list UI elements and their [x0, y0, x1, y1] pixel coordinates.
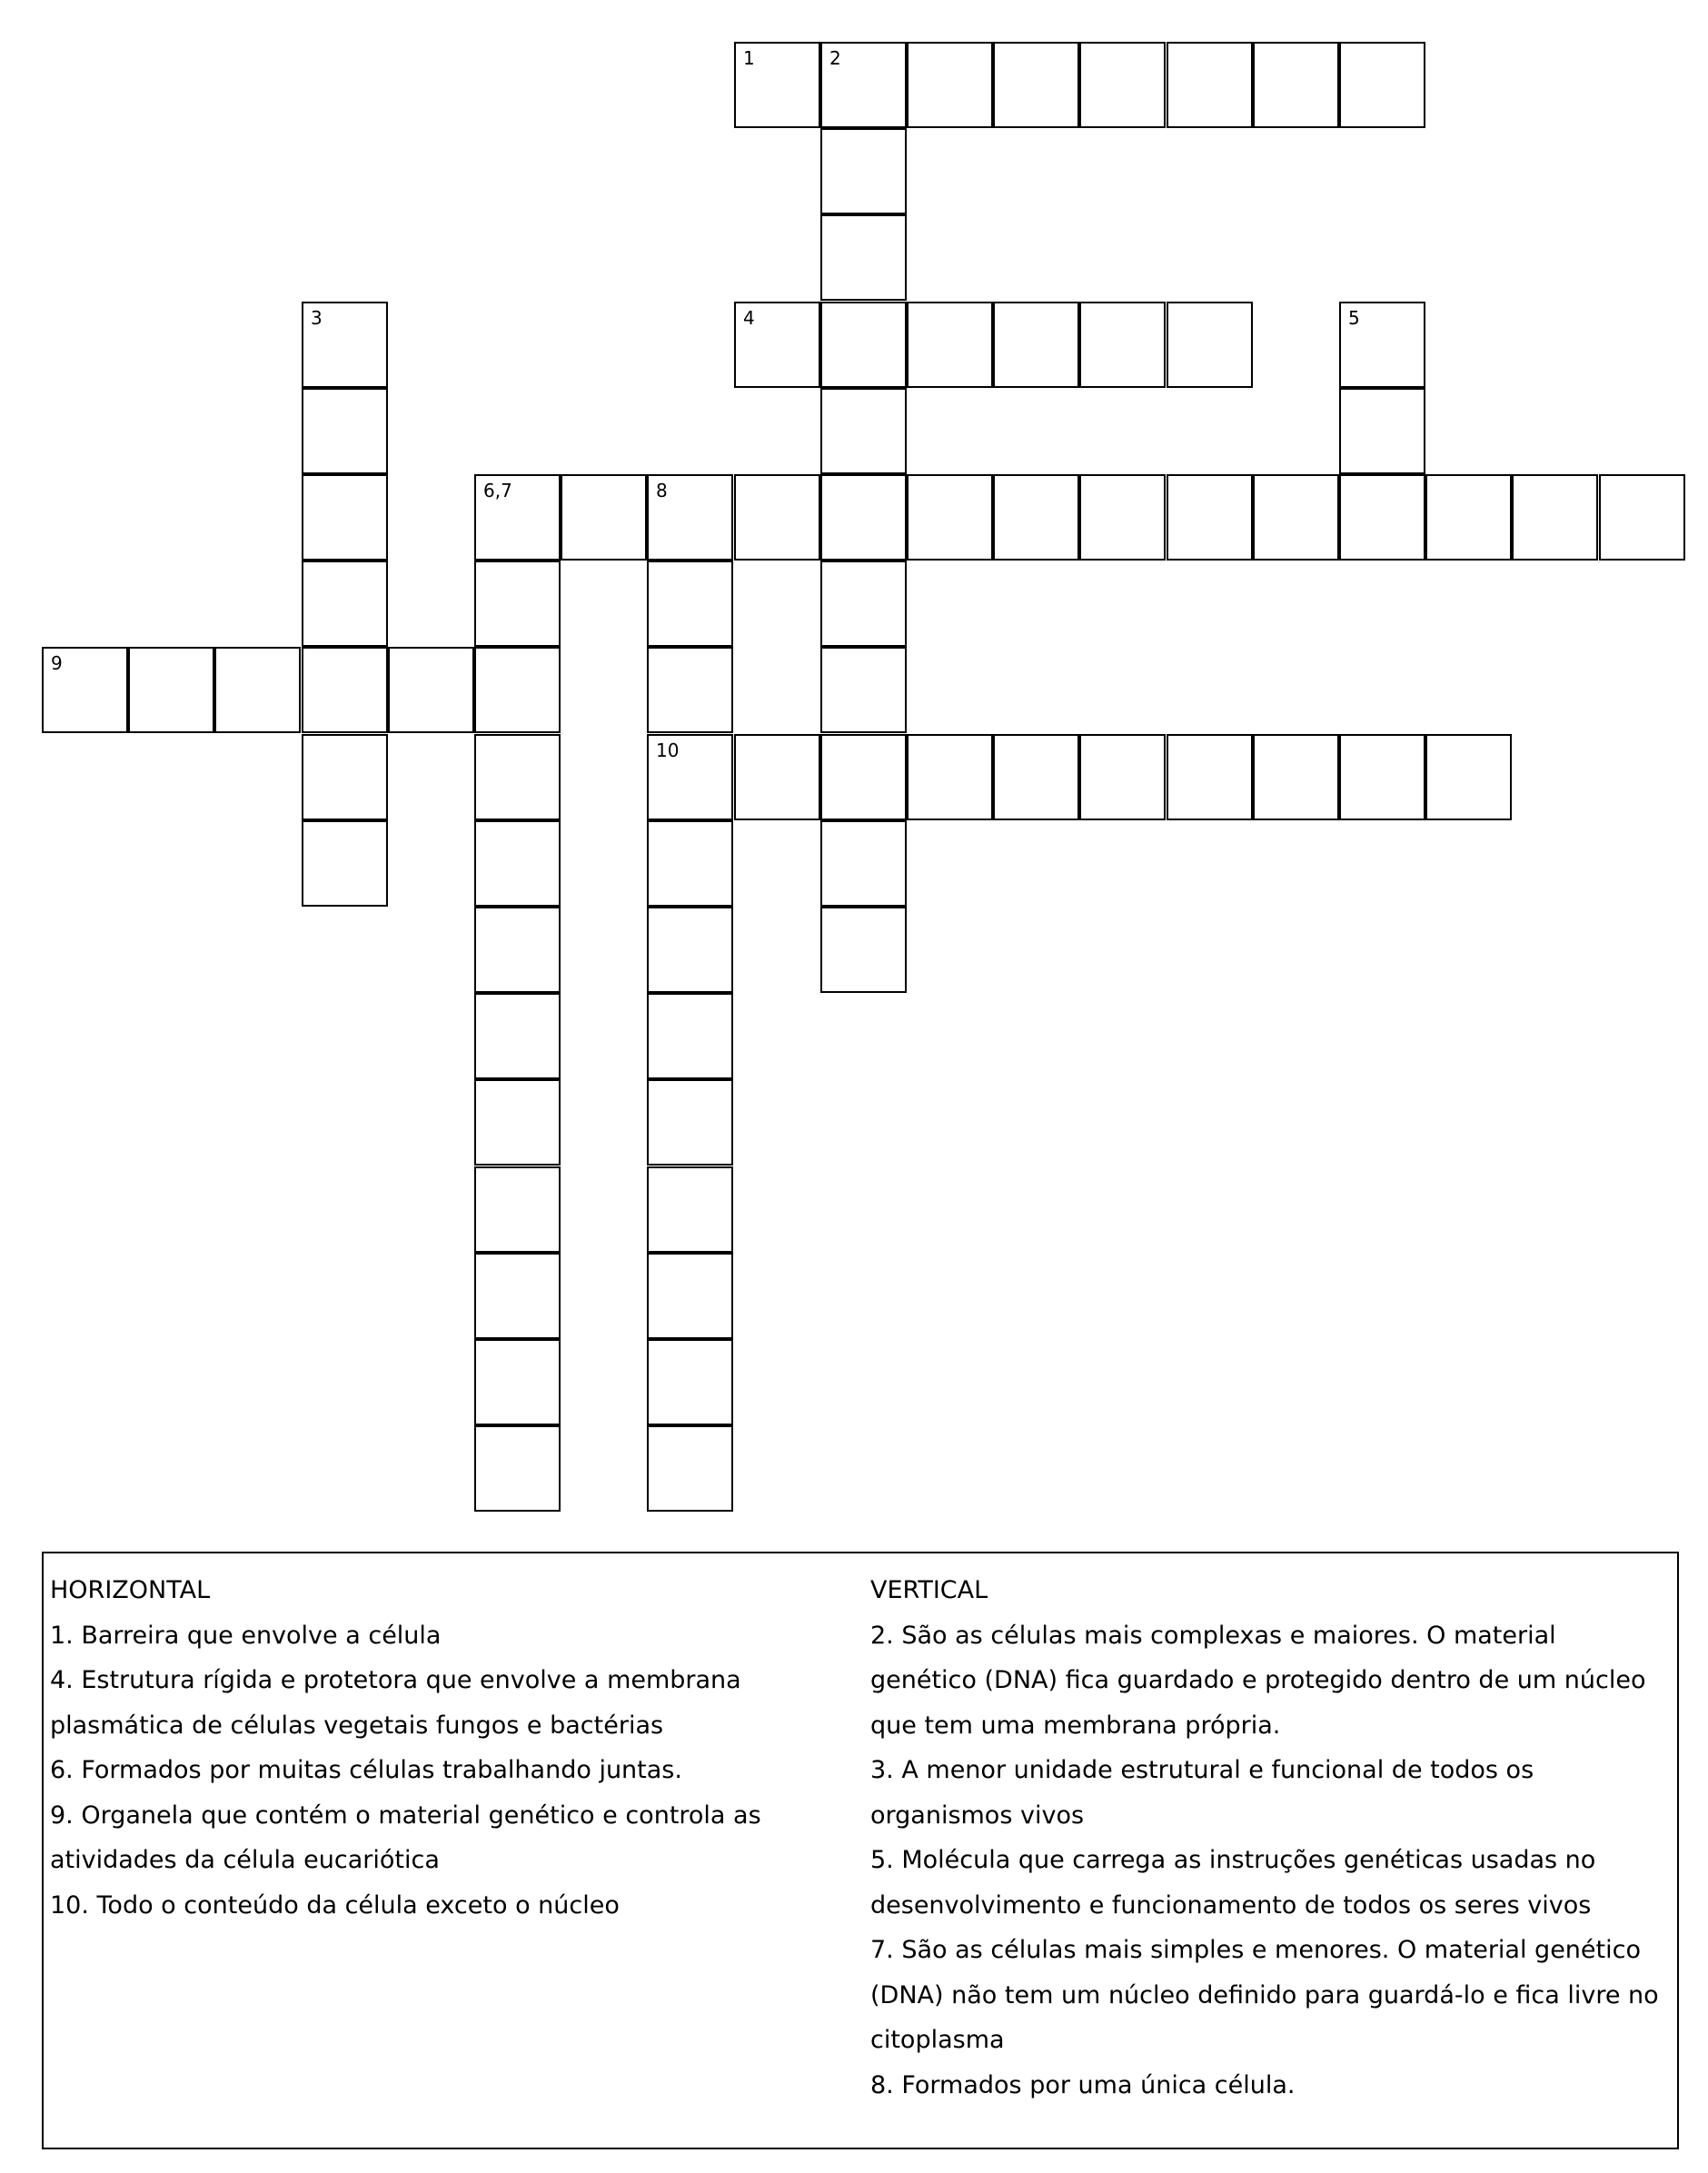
grid-cell[interactable]: [561, 474, 647, 561]
grid-cell[interactable]: [214, 647, 301, 733]
grid-cell[interactable]: [993, 302, 1079, 388]
grid-cell[interactable]: [820, 128, 907, 214]
clue-number: 3: [311, 307, 323, 329]
grid-cell[interactable]: [474, 907, 561, 993]
grid-cell[interactable]: [474, 1166, 561, 1253]
grid-cell[interactable]: [820, 820, 907, 907]
grid-cell[interactable]: [1253, 474, 1339, 561]
grid-cell[interactable]: [820, 42, 907, 128]
grid-cell[interactable]: [907, 734, 993, 820]
grid-cell[interactable]: [820, 214, 907, 301]
grid-cell[interactable]: [474, 1425, 561, 1512]
grid-cell[interactable]: [647, 647, 733, 733]
grid-cell[interactable]: [474, 993, 561, 1079]
grid-cell[interactable]: [302, 474, 388, 561]
grid-cell[interactable]: [820, 388, 907, 474]
horizontal-heading: HORIZONTAL: [50, 1576, 211, 1604]
grid-cell[interactable]: [1167, 734, 1253, 820]
grid-cell[interactable]: [820, 647, 907, 733]
grid-cell[interactable]: [302, 561, 388, 647]
grid-cell[interactable]: [42, 647, 128, 733]
grid-cell[interactable]: [820, 734, 907, 820]
grid-cell[interactable]: [388, 647, 474, 733]
grid-cell[interactable]: [820, 907, 907, 993]
clue-number: 4: [743, 307, 755, 329]
clue-number: 10: [656, 739, 680, 761]
grid-cell[interactable]: [1512, 474, 1598, 561]
grid-cell[interactable]: [734, 734, 820, 820]
grid-cell[interactable]: [647, 1079, 733, 1166]
grid-cell[interactable]: [647, 1425, 733, 1512]
grid-cell[interactable]: [1599, 474, 1685, 561]
grid-cell[interactable]: [647, 993, 733, 1079]
clue-number: 1: [743, 47, 755, 69]
grid-cell[interactable]: [474, 734, 561, 820]
grid-cell[interactable]: [302, 388, 388, 474]
grid-cell[interactable]: [647, 561, 733, 647]
grid-cell[interactable]: [647, 1253, 733, 1339]
grid-cell[interactable]: [1079, 302, 1166, 388]
grid-cell[interactable]: [1253, 42, 1339, 128]
grid-cell[interactable]: [1253, 734, 1339, 820]
grid-cell[interactable]: [734, 42, 820, 128]
grid-cell[interactable]: [302, 734, 388, 820]
grid-cell[interactable]: [1079, 734, 1166, 820]
grid-cell[interactable]: [1425, 474, 1512, 561]
grid-cell[interactable]: [647, 1166, 733, 1253]
grid-cell[interactable]: [820, 474, 907, 561]
grid-cell[interactable]: [302, 820, 388, 907]
grid-cell[interactable]: [1167, 42, 1253, 128]
grid-cell[interactable]: [1079, 474, 1166, 561]
grid-cell[interactable]: [907, 42, 993, 128]
clue-number: 5: [1348, 307, 1360, 329]
grid-cell[interactable]: [993, 42, 1079, 128]
grid-cell[interactable]: [474, 647, 561, 733]
grid-cell[interactable]: [1339, 42, 1425, 128]
grid-cell[interactable]: [647, 474, 733, 561]
clue-v-2: 2. São as células mais complexas e maiores. O material genético (DNA) fica guardado e protegido dentro de um núcleo que tem uma membrana própria.: [870, 1621, 1646, 1740]
grid-cell[interactable]: [1339, 474, 1425, 561]
grid-cell[interactable]: [1425, 734, 1512, 820]
grid-cell[interactable]: [302, 647, 388, 733]
grid-cell[interactable]: [647, 734, 733, 820]
grid-cell[interactable]: [647, 907, 733, 993]
grid-cell[interactable]: [1167, 302, 1253, 388]
clue-v-5: 5. Molécula que carrega as instruções genéticas usadas no desenvolvimento e funcionamento de todos os seres vivos: [870, 1846, 1596, 1920]
grid-cell[interactable]: [474, 1339, 561, 1425]
clue-number: 6,7: [483, 480, 512, 501]
grid-cell[interactable]: [1339, 734, 1425, 820]
grid-cell[interactable]: [820, 561, 907, 647]
grid-cell[interactable]: [734, 302, 820, 388]
grid-cell[interactable]: [474, 474, 561, 561]
vertical-clues: [870, 1568, 1670, 2108]
clues-box: [42, 1552, 1679, 2149]
grid-cell[interactable]: [820, 302, 907, 388]
grid-cell[interactable]: [474, 561, 561, 647]
vertical-heading: VERTICAL: [870, 1576, 988, 1604]
clue-h-10: 10. Todo o conteúdo da célula exceto o núcleo: [50, 1890, 620, 1920]
grid-cell[interactable]: [1339, 388, 1425, 474]
grid-cell[interactable]: [993, 734, 1079, 820]
clue-h-4: 4. Estrutura rígida e protetora que envolve a membrana plasmática de células vegetais fungos e bactérias: [50, 1666, 741, 1740]
grid-cell[interactable]: [907, 302, 993, 388]
grid-cell[interactable]: [1167, 474, 1253, 561]
clue-number: 9: [51, 652, 63, 674]
grid-cell[interactable]: [474, 1253, 561, 1339]
clue-v-8: 8. Formados por uma única célula.: [870, 2070, 1296, 2099]
clue-h-6: 6. Formados por muitas células trabalhando juntas.: [50, 1756, 682, 1784]
grid-cell[interactable]: [647, 820, 733, 907]
grid-cell[interactable]: [128, 647, 214, 733]
grid-cell[interactable]: [1339, 302, 1425, 388]
grid-cell[interactable]: [474, 1079, 561, 1166]
grid-cell[interactable]: [1079, 42, 1166, 128]
clue-v-7: 7. São as células mais simples e menores. O material genético (DNA) não tem um núcleo definido para guardá-lo e fica livre no citoplasma: [870, 1936, 1659, 2054]
horizontal-clues: [50, 1568, 849, 1928]
grid-cell[interactable]: [302, 302, 388, 388]
grid-cell[interactable]: [734, 474, 820, 561]
clue-v-3: 3. A menor unidade estrutural e funcional de todos os organismos vivos: [870, 1756, 1534, 1830]
grid-cell[interactable]: [993, 474, 1079, 561]
clue-number: 2: [829, 47, 841, 69]
clue-h-9: 9. Organela que contém o material genético e controla as atividades da célula eucariótica: [50, 1801, 761, 1874]
grid-cell[interactable]: [647, 1339, 733, 1425]
clue-h-1: 1. Barreira que envolve a célula: [50, 1621, 442, 1650]
grid-cell[interactable]: [474, 820, 561, 907]
grid-cell[interactable]: [907, 474, 993, 561]
clue-number: 8: [656, 480, 668, 501]
